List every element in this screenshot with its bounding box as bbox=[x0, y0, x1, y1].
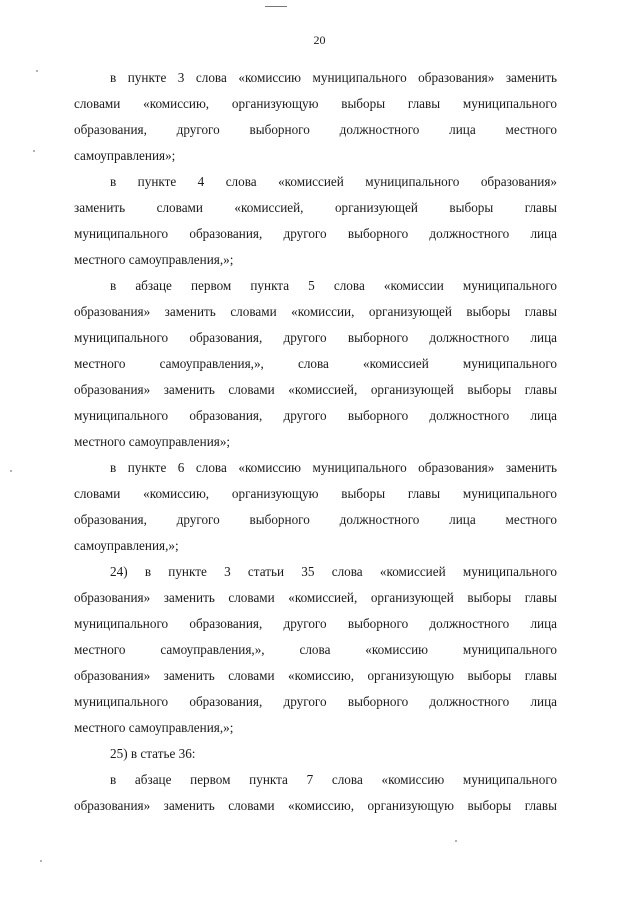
text-line: образования» заменить словами «комиссии, организующей выборы главы bbox=[74, 304, 557, 319]
scan-artifact bbox=[265, 6, 287, 7]
text-line: муниципального образования, другого выборного должностного лица bbox=[74, 330, 557, 345]
text-line: в абзаце первом пункта 7 слова «комиссию муниципального bbox=[110, 772, 557, 787]
scan-artifact bbox=[10, 470, 12, 472]
text-line: местного самоуправления,», слова «комиссией муниципального bbox=[74, 356, 557, 371]
document-body bbox=[74, 65, 557, 819]
text-line: в пункте 4 слова «комиссией муниципального образования» bbox=[110, 174, 557, 189]
text-line: самоуправления»; bbox=[74, 148, 176, 163]
scan-artifact bbox=[455, 840, 457, 842]
text-line: в пункте 6 слова «комиссию муниципального образования» заменить bbox=[110, 460, 557, 475]
text-line: 24) в пункте 3 статьи 35 слова «комиссией муниципального bbox=[110, 564, 557, 579]
text-line: местного самоуправления,»; bbox=[74, 252, 234, 267]
text-line: в абзаце первом пункта 5 слова «комиссии муниципального bbox=[110, 278, 557, 293]
text-line: местного самоуправления»; bbox=[74, 434, 231, 449]
text-line: местного самоуправления,», слова «комиссию муниципального bbox=[74, 642, 557, 657]
page-number: 20 bbox=[313, 33, 326, 47]
text-line: заменить словами «комиссией, организующей выборы главы bbox=[74, 200, 557, 215]
text-line: муниципального образования, другого выборного должностного лица bbox=[74, 616, 557, 631]
text-line: образования» заменить словами «комиссию, организующую выборы главы bbox=[74, 668, 557, 683]
scan-artifact bbox=[36, 70, 38, 72]
text-line: 25) в статье 36: bbox=[110, 746, 196, 761]
text-line: местного самоуправления,»; bbox=[74, 720, 234, 735]
text-line: образования» заменить словами «комиссию, организующую выборы главы bbox=[74, 798, 557, 813]
text-line: муниципального образования, другого выборного должностного лица bbox=[74, 226, 557, 241]
text-line: муниципального образования, другого выборного должностного лица bbox=[74, 408, 557, 423]
text-line: образования» заменить словами «комиссией, организующей выборы главы bbox=[74, 382, 557, 397]
text-line: муниципального образования, другого выборного должностного лица bbox=[74, 694, 557, 709]
text-line: образования» заменить словами «комиссией, организующей выборы главы bbox=[74, 590, 557, 605]
text-line: образования, другого выборного должностного лица местного bbox=[74, 122, 557, 137]
text-line: самоуправления,»; bbox=[74, 538, 179, 553]
text-line: словами «комиссию, организующую выборы главы муниципального bbox=[74, 96, 557, 111]
text-line: образования, другого выборного должностного лица местного bbox=[74, 512, 557, 527]
scan-artifact bbox=[33, 150, 35, 152]
text-line: словами «комиссию, организующую выборы главы муниципального bbox=[74, 486, 557, 501]
scan-artifact bbox=[40, 860, 42, 862]
text-line: в пункте 3 слова «комиссию муниципального образования» заменить bbox=[110, 70, 557, 85]
